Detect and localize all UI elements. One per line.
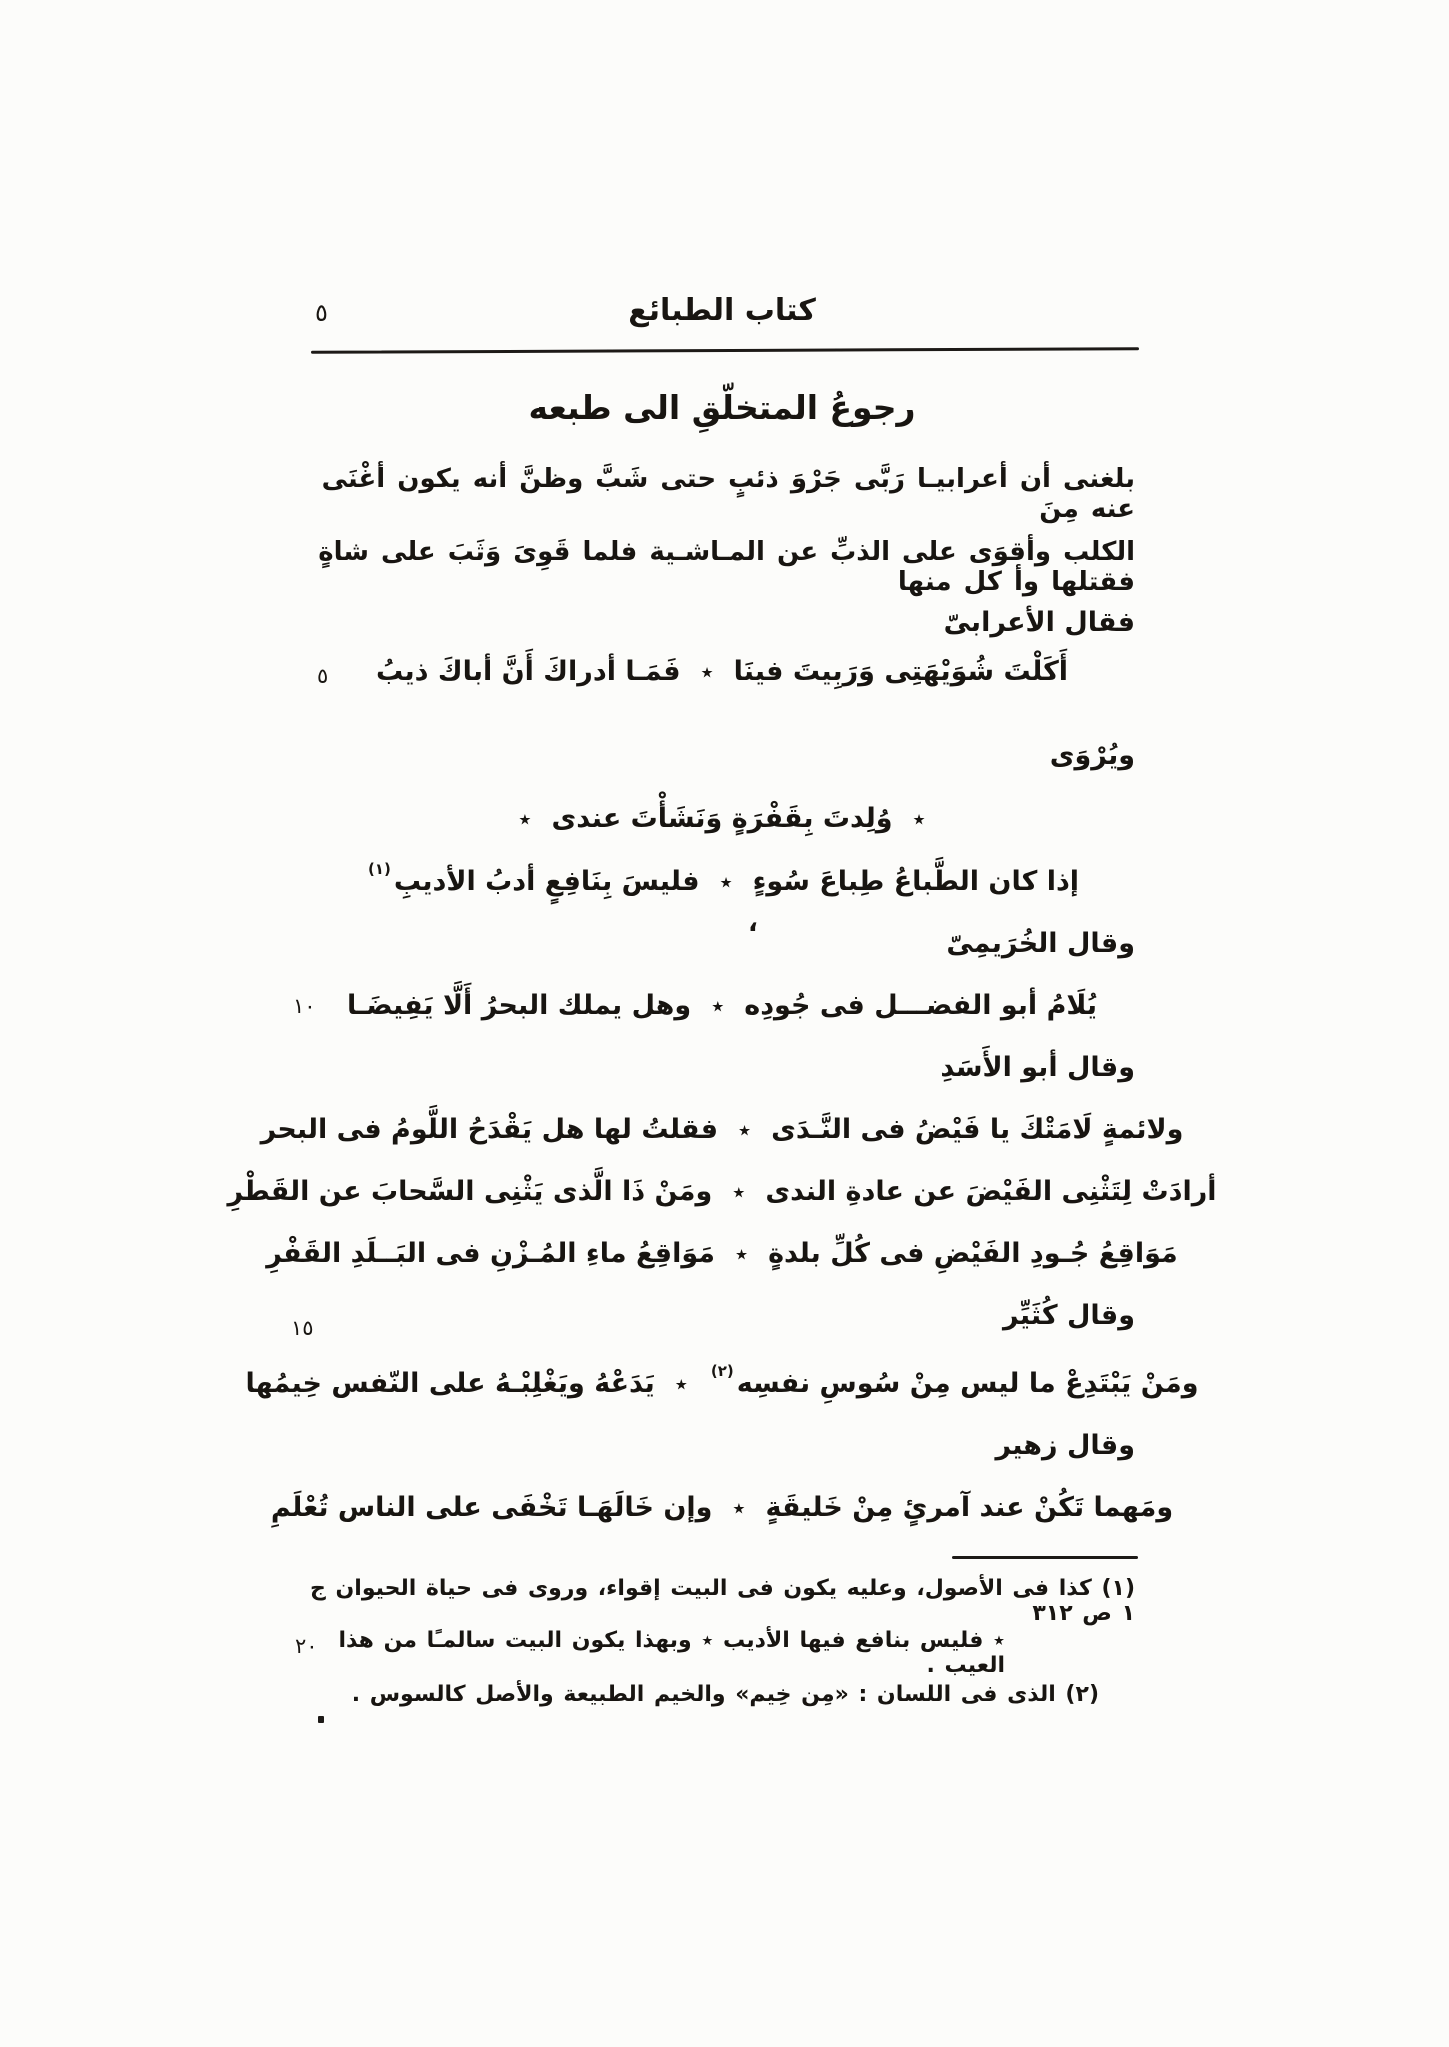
verse-line: [227, 1176, 1217, 1207]
verse-separator-star: ٭: [735, 1240, 749, 1268]
hemistich-left: فَمَـا أدراكَ أَنَّ أباكَ ذيبُ: [375, 656, 681, 687]
hemistich-right: يُلَامُ أبو الفضـــل فى جُودِه: [744, 990, 1098, 1021]
footnote-2: (٢) الذى فى اللسان : «مِن خِيم» والخيم الطبيعة والأصل كالسوس .: [351, 1682, 1099, 1707]
speaker-line-khuraymi: وقال الخُرَيمِىّ: [946, 928, 1135, 959]
header-rule: [311, 347, 1139, 354]
verse-separator-star: ٭: [719, 868, 733, 896]
verse-separator-star: ٭: [518, 805, 532, 833]
verse-line: [245, 1362, 1199, 1399]
verse-separator-star: ٭: [711, 992, 725, 1020]
verse-separator-star: ٭: [700, 658, 714, 686]
hemistich-right: ومَهما تَكُنْ عند آمرئٍ مِنْ خَليقَةٍ: [765, 1492, 1174, 1523]
hemistich-left: فقلتُ لها هل يَقْدَحُ اللَّومُ فى البحر: [260, 1114, 719, 1145]
hemistich-center: وُلِدتَ بِقَفْرَةٍ وَنَشَأْتَ عندى: [551, 803, 893, 834]
verse-separator-star: ٭: [732, 1178, 746, 1206]
page-number: ٥: [315, 299, 328, 327]
hemistich-right: [708, 1362, 1199, 1399]
verse-line: [266, 1238, 1178, 1269]
verse-line: [270, 1492, 1174, 1523]
speaker-line-variant: ويُرْوَى: [1049, 740, 1135, 771]
section-title: رجوعُ المتخلّقِ الى طبعه: [528, 388, 916, 427]
margin-line-number-20: ٢٠: [295, 1634, 318, 1658]
speaker-line-abul-asad: وقال أبو الأَسَدِ: [940, 1052, 1135, 1083]
hemistich-left: مَوَاقِعُ ماءِ المُـزْنِ فى البَــلَدِ القَفْرِ: [266, 1238, 716, 1269]
verse-line: [309, 656, 1135, 687]
verse-separator-star: ٭: [738, 1116, 752, 1144]
hemistich-right: ولائمةٍ لَامَتْكَ يا فَيْضُ فى النَّـدَى: [771, 1114, 1184, 1145]
speaker-line-bedouin: فقال الأعرابىّ: [943, 607, 1135, 638]
speaker-line-zuhayr: وقال زهير: [995, 1430, 1135, 1461]
prose-line: بلغنى أن أعرابيـا رَبَّى جَرْوَ ذئبٍ حتى شَبَّ وظنَّ أنه يكون أغْنَى عنه مِنَ: [321, 464, 1135, 524]
hemistich-right: أرادَتْ لِتَثْنِى الفَيْضَ عن عادةِ الندى: [765, 1176, 1217, 1207]
hemistich-left: يَدَعْهُ ويَغْلِبْـهُ على النّفس خِيمُها: [245, 1368, 655, 1399]
hemistich-right: أَكَلْتَ شُوَيْهَتِى وَرَبِيتَ فينَا: [733, 656, 1069, 687]
hemistich-left: [365, 860, 700, 897]
verse-separator-star: ٭: [912, 805, 926, 833]
hemistich-right: إذا كان الطَّباعُ طِباعَ سُوءٍ: [752, 866, 1080, 897]
footnote-reference-2: (٢): [710, 1362, 734, 1380]
hemistich-right: مَوَاقِعُ جُـودِ الفَيْضِ فى كُلِّ بلدةٍ: [768, 1238, 1178, 1269]
verse-line: [260, 1114, 1184, 1145]
hemistich-left-text: فليسَ بِنَافِعٍ أدبُ الأديبِ: [393, 866, 700, 897]
verse-separator-star: ٭: [732, 1494, 746, 1522]
stray-ink-mark: ،: [748, 908, 758, 938]
margin-line-number-10: ١٠: [293, 994, 316, 1018]
hemistich-right-text: ومَنْ يَبْتَدِعْ ما ليس مِنْ سُوسِ نفسِه: [736, 1368, 1199, 1399]
verse-line: [309, 990, 1135, 1021]
footnote-1-continued-verse: ٭ فليس بنافع فيها الأديب ٭ وبهذا يكون البيت سالمـًا من هذا العيب .: [338, 1628, 1005, 1678]
footnote-1: (١) كذا فى الأصول، وعليه يكون فى البيت إقواء، وروى فى حياة الحيوان ج ١ ص ٣١٢: [309, 1576, 1135, 1626]
stray-ink-dot: [318, 1716, 324, 1723]
hemistich-left: ومَنْ ذَا الَّذى يَثْنِى السَّحابَ عن القَطْرِ: [227, 1176, 713, 1207]
prose-line: الكلب وأقوَى على الذبِّ عن المـاشـية فلما قَوِىَ وَثَبَ على شاةٍ فقتلها وأ كل منها: [318, 537, 1135, 597]
hemistich-left: وهل يملك البحرُ أَلَّا يَفِيضَـا: [346, 990, 692, 1021]
verse-separator-star: ٭: [674, 1370, 688, 1398]
verse-line: [309, 860, 1135, 897]
hemistich-left: وإن خَالَهَـا تَخْفَى على الناس تُعْلَمِ: [270, 1492, 713, 1523]
footnote-separator-rule: [952, 1556, 1138, 1559]
verse-line-single-hemistich: [309, 803, 1135, 834]
margin-line-number-15: ١٥: [291, 1316, 314, 1340]
running-header-book-title: كتاب الطبائع: [628, 293, 816, 328]
speaker-line-kuthayyir: وقال كُثَيِّر: [1003, 1300, 1135, 1331]
footnote-reference-1: (١): [367, 860, 391, 878]
margin-line-number-5: ٥: [317, 664, 329, 688]
